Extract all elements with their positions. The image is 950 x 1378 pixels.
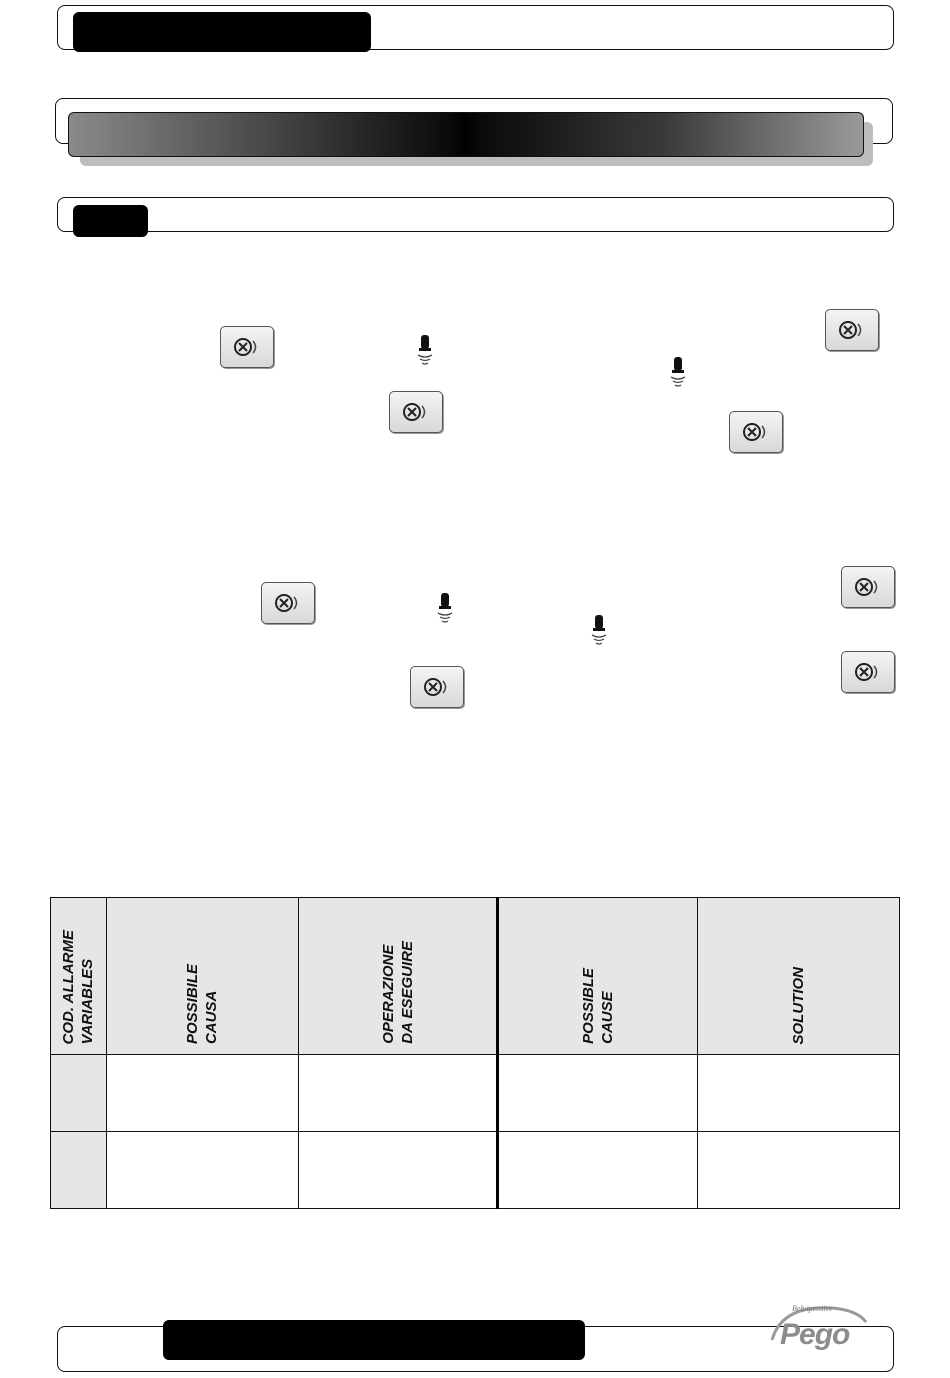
table-cell	[698, 1055, 900, 1132]
alarm-mute-button-icon	[389, 391, 443, 433]
table-cell	[498, 1055, 698, 1132]
table-cell	[106, 1055, 298, 1132]
header-operazione: OPERAZIONE DA ESEGUIRE	[298, 898, 498, 1055]
buzzer-icon	[434, 590, 456, 624]
footer-label	[163, 1320, 585, 1360]
top-header-label	[73, 12, 371, 52]
table-cell	[698, 1132, 900, 1209]
table-row	[51, 1132, 900, 1209]
table-cell	[51, 1132, 107, 1209]
section-title-bar	[68, 112, 864, 157]
pego-logo	[762, 1300, 872, 1366]
table-cell	[498, 1132, 698, 1209]
table-row	[51, 1055, 900, 1132]
table-cell	[298, 1132, 498, 1209]
table-cell	[51, 1055, 107, 1132]
subsection-label	[73, 205, 148, 237]
table-cell	[106, 1132, 298, 1209]
subsection-frame	[57, 197, 894, 232]
table-cell	[298, 1055, 498, 1132]
alarm-mute-button-icon	[261, 582, 315, 624]
alarm-mute-button-icon	[825, 309, 879, 351]
logo-tagline: Beh·ipensive	[792, 1304, 833, 1313]
buzzer-icon	[588, 612, 610, 646]
alarm-mute-button-icon	[410, 666, 464, 708]
header-solution: SOLUTION	[698, 898, 900, 1055]
header-possibile-causa: POSSIBILE CAUSA	[106, 898, 298, 1055]
alarm-mute-button-icon	[841, 651, 895, 693]
alarm-table	[50, 897, 900, 1209]
table-header-row	[51, 898, 900, 1055]
header-alarm-code: COD. ALLARME VARIABLES	[51, 898, 107, 1055]
alarm-mute-button-icon	[729, 411, 783, 453]
logo-wordmark: Pego	[780, 1318, 850, 1351]
buzzer-icon	[667, 354, 689, 388]
alarm-mute-button-icon	[841, 566, 895, 608]
header-possible-cause: POSSIBLE CAUSE	[498, 898, 698, 1055]
buzzer-icon	[414, 332, 436, 366]
alarm-mute-button-icon	[220, 326, 274, 368]
